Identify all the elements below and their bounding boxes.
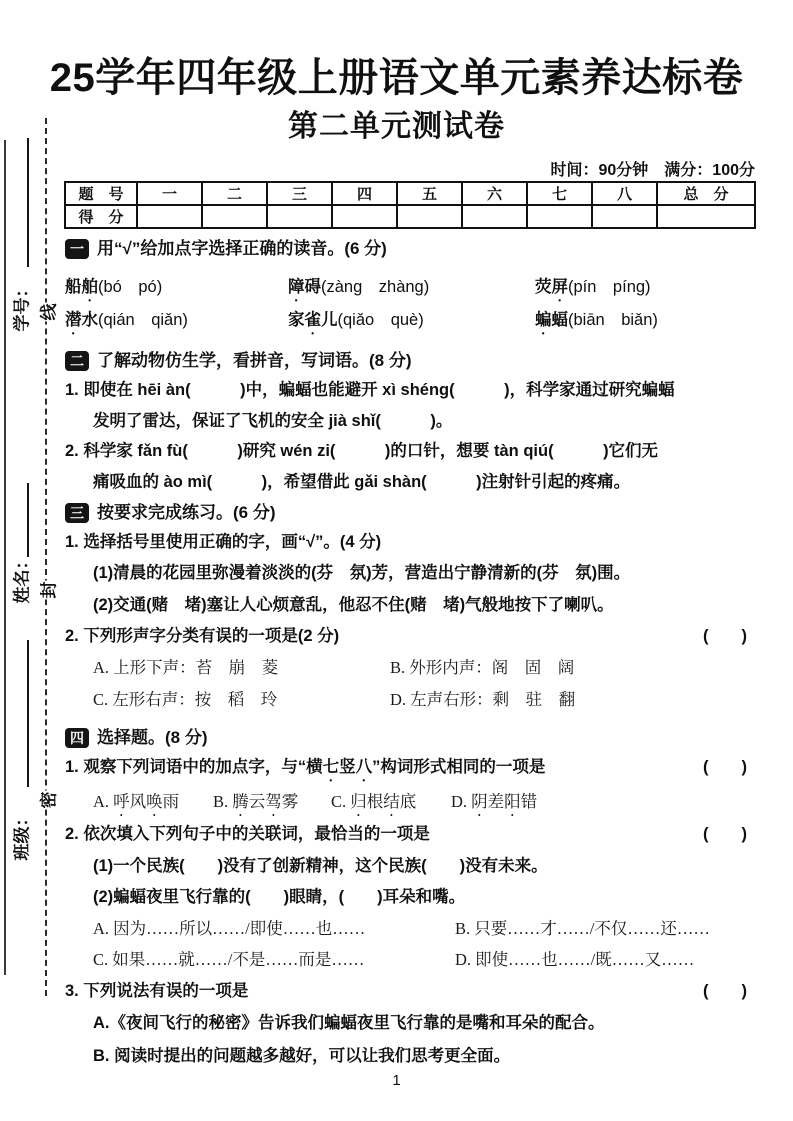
page-left-edge-line [4, 140, 6, 975]
score-table-col: 七 [527, 182, 592, 205]
score-empty-cell [527, 205, 592, 228]
question-3-2-options-cd [65, 687, 757, 713]
section-1-badge: 一 [65, 239, 89, 259]
option-b: B. 外形内声：阁 固 阔 [390, 658, 575, 677]
score-table-col: 八 [592, 182, 657, 205]
answer-paren: ( ) [703, 627, 747, 645]
section-3-header [65, 501, 757, 525]
option-a: A. 因为……所以……/即使……也…… [93, 919, 366, 938]
seal-char-feng: 封 [32, 581, 63, 600]
time-score-meta: 时间：90分钟 满分：100分 [550, 162, 755, 179]
score-empty-cell [202, 205, 267, 228]
score-empty-cell [462, 205, 527, 228]
score-table-col: 一 [137, 182, 202, 205]
score-empty-cell [397, 205, 462, 228]
page-number: 1 [392, 1072, 401, 1089]
question-4-2-options-cd [65, 947, 757, 973]
item-2-1-line-1: 1. 即使在 hēi àn( )中，蝙蝠也能避开 xì shéng( )，科学家通过研究蝙蝠 [65, 381, 675, 399]
question-3-1-sub-2: (2)交通(赌 堵)塞让人心烦意乱，他忍不住(赌 堵)气般地按下了喇叭。 [93, 596, 614, 614]
section-2-badge: 二 [65, 351, 89, 371]
seal-char-mi: 密 [32, 791, 63, 810]
score-table-col-total: 总 分 [657, 182, 755, 205]
seal-char-xian: 线 [32, 303, 63, 322]
score-table [64, 181, 756, 229]
question-4-1-options [65, 789, 757, 819]
class-blank-line [27, 640, 29, 787]
pinyin-item: 蝙蝠(biān biǎn) [535, 311, 658, 329]
section-4-header [65, 726, 757, 750]
option-b: B. 腾云驾雾 [213, 792, 299, 811]
class-label: 班级： [12, 809, 32, 861]
pinyin-choice-row-2 [65, 307, 757, 340]
exam-body [65, 232, 757, 1069]
question-4-2-options-ab [65, 916, 757, 942]
question-3-1-sub-1: (1)清晨的花园里弥漫着淡淡的(芬 氛)芳，营造出宁静清新的(芬 氛)围。 [93, 564, 631, 582]
section-3-title: 按要求完成练习。(6 分) [97, 503, 276, 522]
option-d: D. 阴差阳错 [451, 792, 538, 811]
question-4-3: 3. 下列说法有误的一项是 ( ) [65, 978, 757, 1004]
student-name-blank-line [27, 483, 29, 557]
option-d: D. 即使……也……/既……又…… [455, 950, 695, 969]
pinyin-choice-row-1 [65, 274, 757, 307]
score-table-score-row [65, 205, 755, 228]
option-b: B. 只要……才……/不仅……还…… [455, 919, 710, 938]
score-empty-cell [137, 205, 202, 228]
exam-title: 25学年四年级上册语文单元素养达标卷 [49, 56, 744, 100]
section-1-title: 用“√”给加点字选择正确的读音。(6 分) [97, 239, 387, 258]
item-2-2-line-1: 2. 科学家 fǎn fù( )研究 wén zi( )的口针，想要 tàn qiú( )它们无 [65, 442, 659, 460]
score-table-col: 四 [332, 182, 397, 205]
score-empty-cell [592, 205, 657, 228]
section-1-header [65, 237, 757, 261]
student-id-label: 学号： [12, 280, 32, 332]
score-table-header-row [65, 182, 755, 205]
score-table-col: 二 [202, 182, 267, 205]
question-4-2-sub-2: (2)蝙蝠夜里飞行靠的( )眼睛，( )耳朵和嘴。 [93, 888, 466, 906]
option-c: C. 左形右声：按 稻 玲 [93, 690, 278, 709]
question-4-2: 2. 依次填入下列句子中的关联词，最恰当的一项是 ( ) [65, 821, 757, 847]
section-4-title: 选择题。(8 分) [97, 728, 208, 747]
question-3-2: 2. 下列形声字分类有误的一项是(2 分) ( ) [65, 623, 757, 649]
score-empty-cell [657, 205, 755, 228]
score-label-cell: 得 分 [65, 205, 137, 228]
question-4-3-option-b: B. 阅读时提出的问题越多越好，可以让我们思考更全面。 [93, 1047, 511, 1065]
pinyin-item: 家雀儿(qiǎo què) [288, 311, 424, 329]
exam-subtitle: 第二单元测试卷 [288, 110, 505, 143]
section-2-header [65, 349, 757, 373]
section-2-title: 了解动物仿生学，看拼音，写词语。(8 分) [97, 351, 412, 370]
question-3-2-options-ab [65, 655, 757, 681]
option-d: D. 左声右形：剩 驻 翻 [390, 690, 576, 709]
pinyin-item: 船舶(bó pó) [65, 278, 163, 296]
pinyin-item: 障碍(zàng zhàng) [288, 278, 430, 296]
student-name-label: 姓名： [12, 552, 32, 604]
pinyin-item: 荧屏(pín píng) [535, 278, 651, 296]
section-3-badge: 三 [65, 503, 89, 523]
item-2-1-line-2: 发明了雷达，保证了飞机的安全 jià shǐ( )。 [93, 412, 453, 430]
section-4-badge: 四 [65, 728, 89, 748]
question-4-1: 1. 观察下列词语中的加点字，与“横七竖八”构词形式相同的一项是 ( ) [65, 754, 757, 785]
score-table-col: 六 [462, 182, 527, 205]
seal-dashed-line [45, 118, 47, 996]
option-a: A. 呼风唤雨 [93, 792, 180, 811]
option-c: C. 如果……就……/不是……而是…… [93, 950, 365, 969]
question-3-1: 1. 选择括号里使用正确的字，画“√”。(4 分) [65, 533, 382, 551]
score-table-col: 三 [267, 182, 332, 205]
student-id-blank-line [27, 138, 29, 267]
score-empty-cell [332, 205, 397, 228]
score-table-col: 五 [397, 182, 462, 205]
item-2-2-line-2: 痛吸血的 ào mì( )，希望借此 gǎi shàn( )注射针引起的疼痛。 [93, 473, 631, 491]
pinyin-item: 潜水(qián qiǎn) [65, 311, 188, 329]
answer-paren: ( ) [703, 825, 747, 843]
score-table-corner: 题 号 [65, 182, 137, 205]
question-4-3-option-a: A.《夜间飞行的秘密》告诉我们蝙蝠夜里飞行靠的是嘴和耳朵的配合。 [93, 1014, 605, 1032]
option-c: C. 归根结底 [331, 792, 417, 811]
question-4-2-sub-1: (1)一个民族( )没有了创新精神，这个民族( )没有未来。 [93, 857, 548, 875]
answer-paren: ( ) [703, 758, 747, 776]
option-a: A. 上形下声：苔 崩 菱 [93, 658, 279, 677]
score-empty-cell [267, 205, 332, 228]
answer-paren: ( ) [703, 982, 747, 1000]
